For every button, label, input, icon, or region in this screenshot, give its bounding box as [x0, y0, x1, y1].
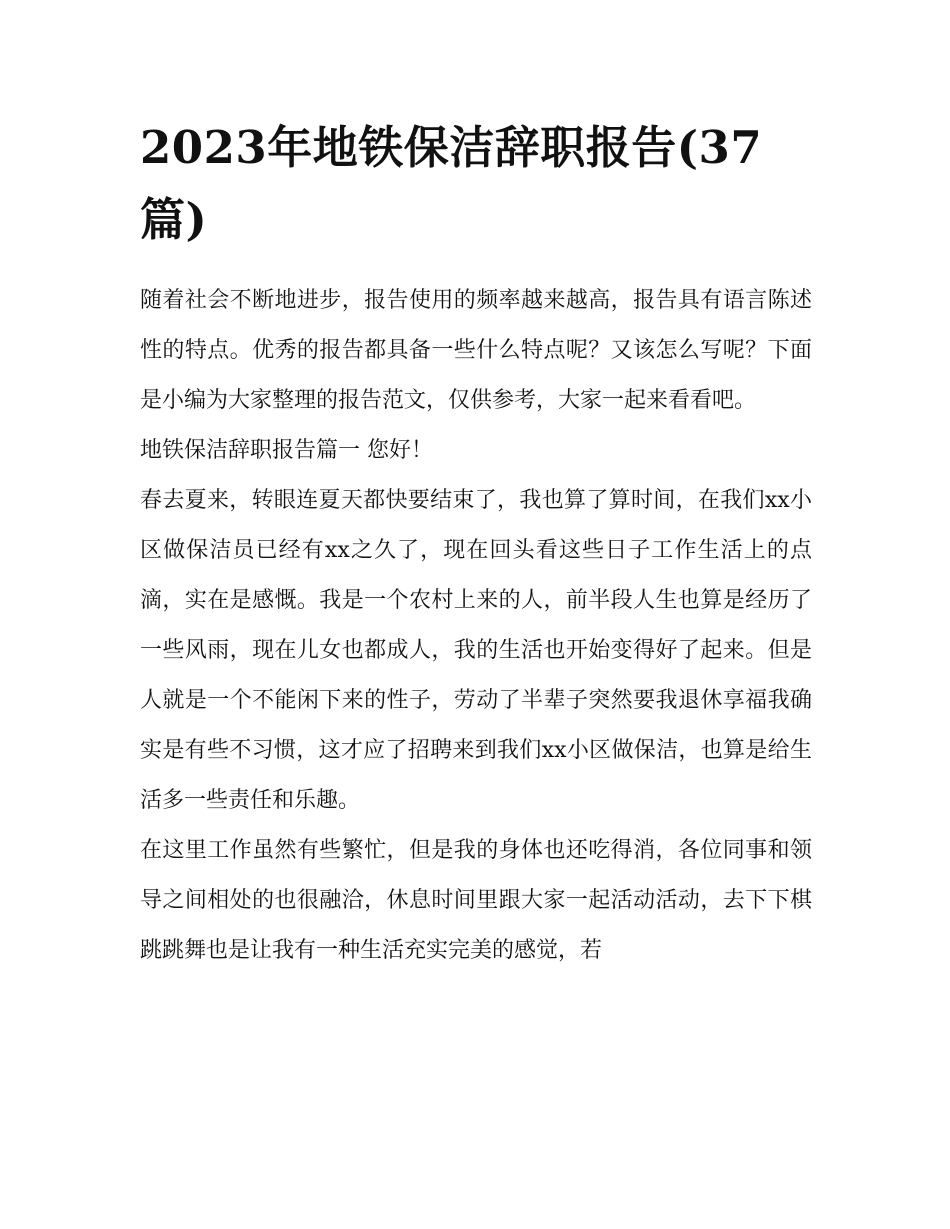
- document-title: 2023年地铁保洁辞职报告(37篇): [140, 121, 763, 246]
- section-heading-paragraph: 地铁保洁辞职报告篇一 您好！: [140, 438, 433, 463]
- document-page: [140, 112, 812, 976]
- body-paragraph: 春去夏来，转眼连夏天都快要结束了，我也算了算时间，在我们xx小区做保洁员已经有xx之久了，现在回头看这些日子工作生活上的点滴，实在是感慨。我是一个农村上来的人，前半段人生也算是经历了一些风雨，现在儿女也都成人，我的生活也开始变得好了起来。但是人就是一个不能闲下来的性子，劳动了半辈子突然要我退休享福我确实是有些不习惯，这才应了招聘来到我们xx小区做保洁，也算是给生活多一些责任和乐趣。: [140, 488, 812, 813]
- intro-paragraph: 随着社会不断地进步，报告使用的频率越来越高，报告具有语言陈述性的特点。优秀的报告都具备一些什么特点呢？又该怎么写呢？下面是小编为大家整理的报告范文，仅供参考，大家一起来看看吧。: [140, 288, 812, 413]
- body-paragraph: 在这里工作虽然有些繁忙，但是我的身体也还吃得消，各位同事和领导之间相处的也很融洽，休息时间里跟大家一起活动活动，去下下棋跳跳舞也是让我有一种生活充实完美的感觉，若: [140, 838, 812, 963]
